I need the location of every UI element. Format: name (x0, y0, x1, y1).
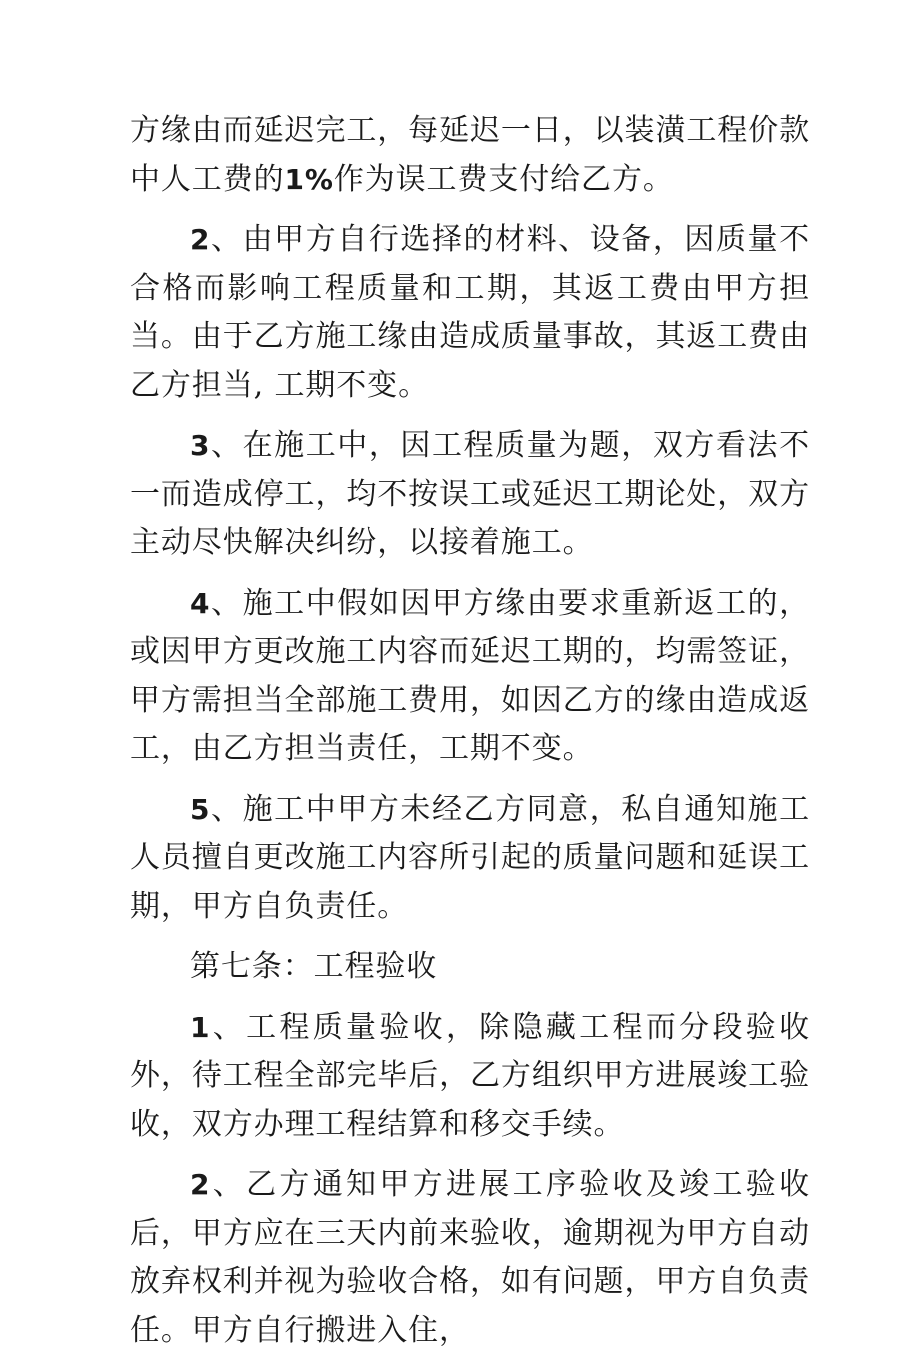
paragraph-text: 作为误工费支付给乙方。 (333, 161, 674, 197)
clause-number: 5 (190, 792, 211, 826)
clause-text: 、由甲方自行选择的材料、设备，因质量不合格而影响工程质量和工期，其返工费由甲方担当。由于乙方施工缘由造成质量事故，其返工费由乙方担当, 工期不变。 (130, 222, 810, 403)
clause-item-3 (130, 422, 810, 568)
clause-text: 、施工中甲方未经乙方同意，私自通知施工人员擅自更改施工内容所引起的质量问题和延误工期，甲方自负责任。 (130, 791, 810, 924)
paragraph-text: 方缘由而延迟完工，每延迟一日，以装潢工程价款中人工费的 (130, 113, 810, 197)
clause-number: 3 (190, 429, 211, 462)
clause-number: 1 (190, 1010, 211, 1044)
clause-number: 4 (190, 586, 211, 620)
percentage-value: 1% (284, 162, 334, 196)
clause-item-2 (130, 216, 810, 410)
document-body (130, 107, 810, 1367)
section-heading (130, 943, 810, 992)
paragraph-continuation (130, 107, 810, 204)
clause-text: 、施工中假如因甲方缘由要求重新返工的，或因甲方更改施工内容而延迟工期的，均需签证，甲方需担当全部施工费用，如因乙方的缘由造成返工，由乙方担当责任，工期不变。 (130, 585, 810, 766)
clause-text: 、工程质量验收，除隐藏工程而分段验收外，待工程全部完毕后，乙方组织甲方进展竣工验收，双方办理工程结算和移交手续。 (130, 1009, 810, 1142)
clause-item-4 (130, 580, 810, 774)
clause-item-1 (130, 1004, 810, 1150)
clause-number: 2 (190, 1168, 211, 1201)
clause-text: 、在施工中，因工程质量为题，双方看法不一而造成停工，均不按误工或延迟工期论处，双方主动尽快解决纠纷，以接着施工。 (130, 428, 810, 560)
section-heading-text: 第七条：工程验收 (190, 949, 438, 984)
clause-item-5 (130, 786, 810, 932)
clause-number: 2 (190, 223, 211, 256)
clause-text: 、乙方通知甲方进展工序验收及竣工验收后，甲方应在三天内前来验收，逾期视为甲方自动放弃权利并视为验收合格，如有问题，甲方自负责任。甲方自行搬进入住， (130, 1167, 810, 1348)
clause-item-2b (130, 1161, 810, 1355)
